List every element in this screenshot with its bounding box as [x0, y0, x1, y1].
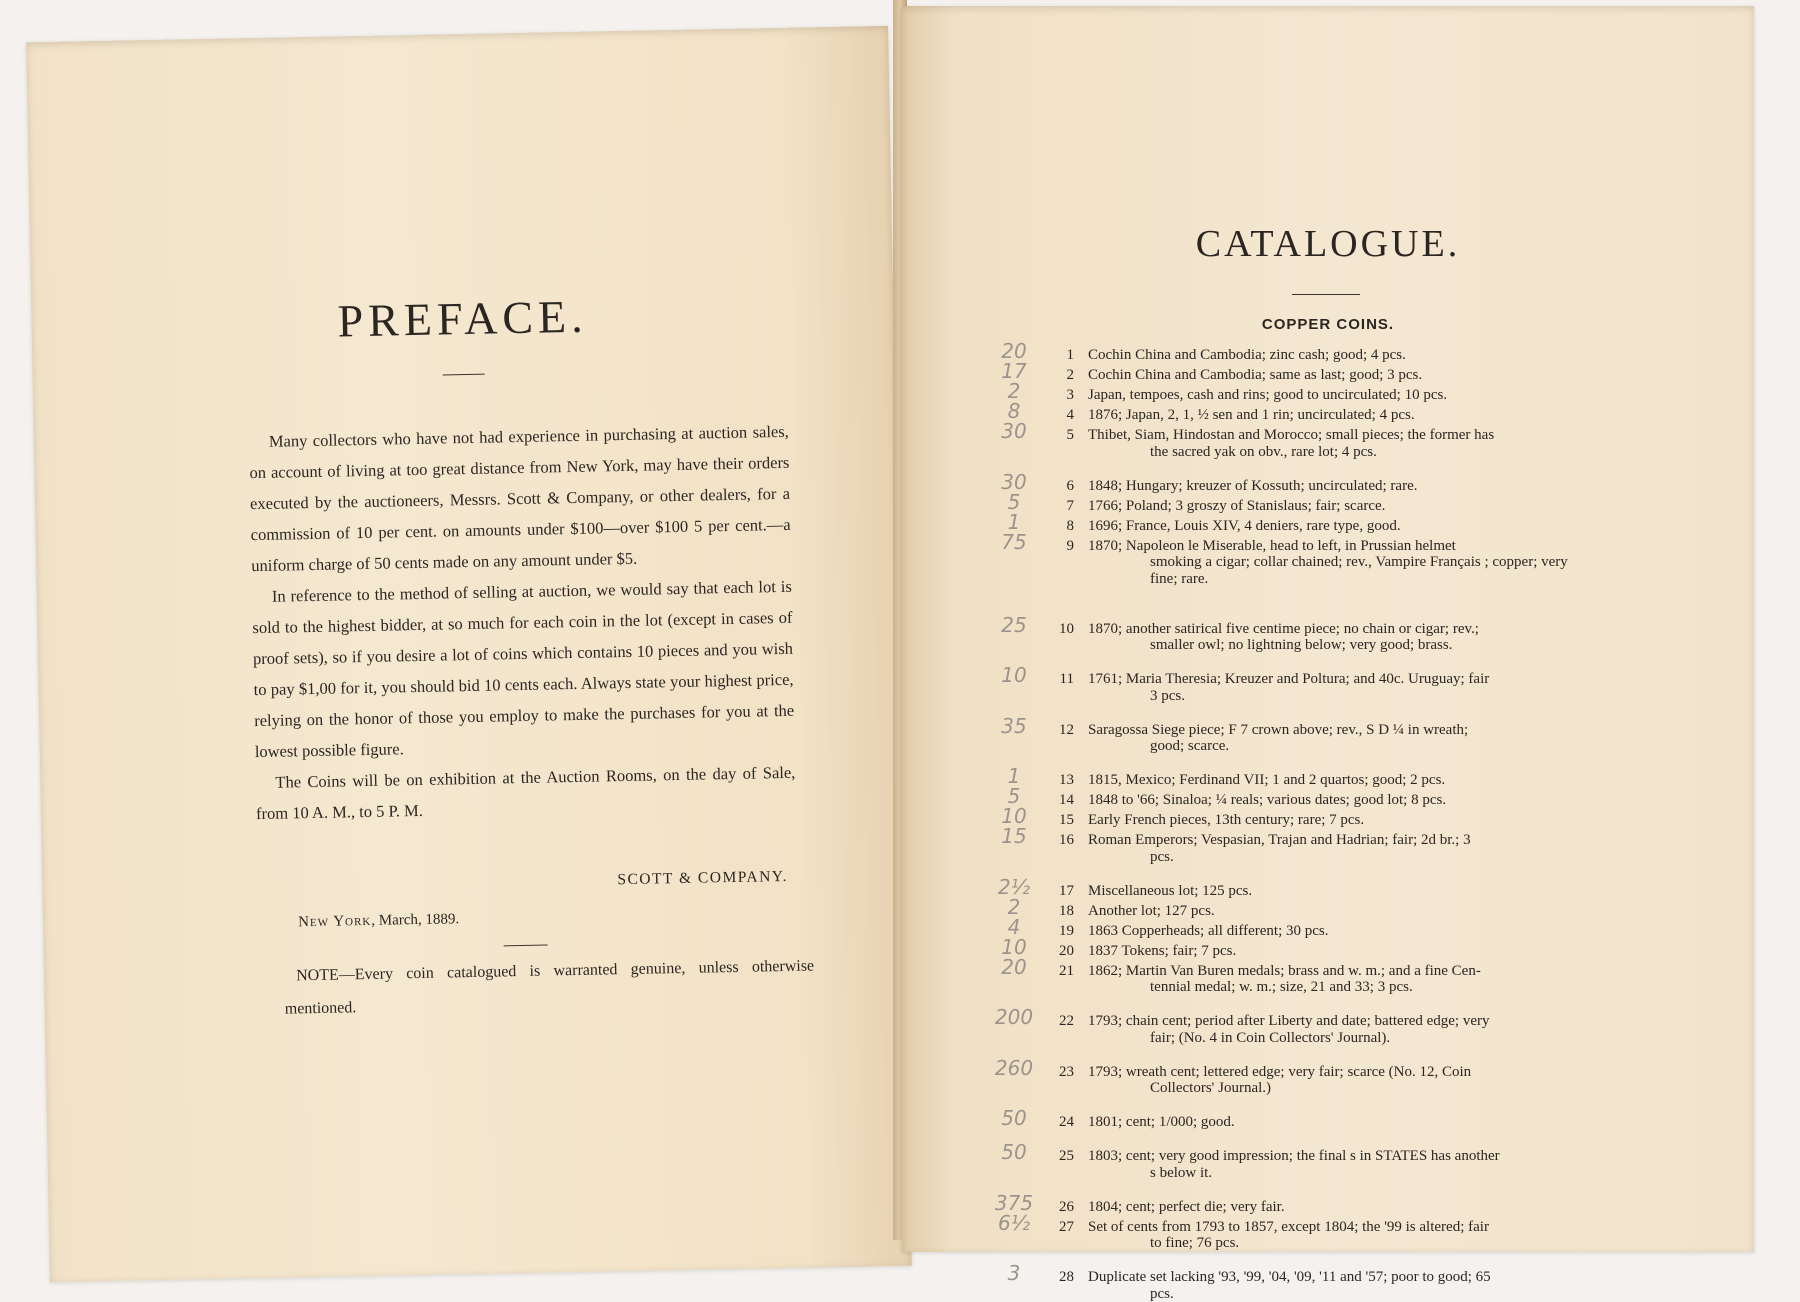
lot-description-line: Another lot; 127 pcs. [1088, 903, 1215, 919]
lot-description-line: 1804; cent; perfect die; very fair. [1088, 1199, 1285, 1215]
lot-row [1000, 1269, 1590, 1302]
lot-description-line: 1876; Japan, 2, 1, ½ sen and 1 rin; uncirculated; 4 pcs. [1088, 407, 1415, 423]
lot-number: 23 [1038, 1064, 1074, 1081]
lot-description [1088, 792, 1590, 809]
catalogue-title: CATALOGUE. [902, 222, 1754, 266]
lot-description-line: 1766; Poland; 3 groszy of Stanislaus; fair; scarce. [1088, 498, 1385, 514]
lot-description [1088, 772, 1590, 789]
preface-date: , March, 1889. [371, 911, 459, 929]
lot-row [1000, 671, 1590, 704]
lot-number: 11 [1038, 671, 1074, 688]
handwritten-price: 15 [994, 828, 1034, 845]
lot-row [1000, 923, 1590, 940]
preface-paragraph: The Coins will be on exhibition at the Auction Rooms, on the day of Sale, from 10 A. M., to 5 P. M. [255, 757, 796, 829]
handwritten-price: 17 [994, 363, 1034, 380]
preface-note [284, 949, 815, 1025]
preface-note-text: NOTE—Every coin catalogued is warranted genuine, unless otherwise mentioned. [284, 949, 815, 1025]
lot-description [1088, 1064, 1590, 1097]
lot-description-continuation: good; scarce. [1088, 738, 1590, 755]
lot-number: 13 [1038, 772, 1074, 789]
lot-description [1088, 1199, 1590, 1216]
lot-row [1000, 903, 1590, 920]
handwritten-price: 25 [994, 617, 1034, 634]
handwritten-price: 20 [994, 959, 1034, 976]
handwritten-price: 1 [994, 768, 1034, 785]
handwritten-price: 8 [994, 403, 1034, 420]
handwritten-price: 5 [994, 494, 1034, 511]
lot-description-line: 1870; Napoleon le Miserable, head to left, in Prussian helmet [1088, 538, 1456, 554]
lot-row [1000, 772, 1590, 789]
lot-row [1000, 387, 1590, 404]
lot-description [1088, 1013, 1590, 1046]
title-rule [443, 374, 485, 376]
lot-row [1000, 812, 1590, 829]
lot-description-line: 1803; cent; very good impression; the final s in STATES has another [1088, 1148, 1500, 1164]
lot-description [1088, 478, 1590, 495]
lot-number: 27 [1038, 1219, 1074, 1236]
lot-description-line: 1848; Hungary; kreuzer of Kossuth; uncirculated; rare. [1088, 478, 1417, 494]
handwritten-price: 2½ [994, 879, 1034, 896]
lot-description-continuation: pcs. [1088, 849, 1590, 866]
lot-description-continuation: tennial medal; w. m.; size, 21 and 33; 3 pcs. [1088, 979, 1590, 996]
lot-row [1000, 407, 1590, 424]
left-page [26, 26, 912, 1282]
lot-description-continuation: s below it. [1088, 1165, 1590, 1182]
handwritten-price: 5 [994, 788, 1034, 805]
handwritten-price: 35 [994, 718, 1034, 735]
handwritten-price: 30 [994, 423, 1034, 440]
lot-row [1000, 832, 1590, 865]
lot-number: 12 [1038, 722, 1074, 739]
lot-number: 9 [1038, 538, 1074, 555]
lot-row [1000, 427, 1590, 460]
lot-number: 19 [1038, 923, 1074, 940]
lot-description-line: 1837 Tokens; fair; 7 pcs. [1088, 943, 1236, 959]
handwritten-price: 10 [994, 808, 1034, 825]
lot-description [1088, 1114, 1590, 1131]
handwritten-price: 2 [994, 899, 1034, 916]
lot-description [1088, 943, 1590, 960]
lot-number: 18 [1038, 903, 1074, 920]
lot-row [1000, 347, 1590, 364]
lot-description [1088, 347, 1590, 364]
lot-description-continuation: smoking a cigar; collar chained; rev., Vampire Français ; copper; very fine; rare. [1088, 554, 1590, 587]
handwritten-price: 1 [994, 514, 1034, 531]
lot-description [1088, 812, 1590, 829]
handwritten-price: 4 [994, 919, 1034, 936]
lot-description [1088, 671, 1590, 704]
lot-row [1000, 883, 1590, 900]
lot-number: 16 [1038, 832, 1074, 849]
lot-description-line: 1815, Mexico; Ferdinand VII; 1 and 2 quartos; good; 2 pcs. [1088, 772, 1445, 788]
section-heading: COPPER COINS. [902, 316, 1754, 333]
lot-description [1088, 1269, 1590, 1302]
lot-row [1000, 518, 1590, 535]
lot-description [1088, 883, 1590, 900]
lot-number: 5 [1038, 427, 1074, 444]
lot-number: 14 [1038, 792, 1074, 809]
lot-description-line: 1801; cent; 1/000; good. [1088, 1114, 1235, 1130]
lot-description-line: 1793; chain cent; period after Liberty and date; battered edge; very [1088, 1013, 1490, 1029]
lot-description [1088, 832, 1590, 865]
lot-row [1000, 1219, 1590, 1252]
lot-row [1000, 1148, 1590, 1181]
lot-description-line: 1793; wreath cent; lettered edge; very fair; scarce (No. 12, Coin [1088, 1064, 1471, 1080]
lot-row [1000, 1114, 1590, 1131]
handwritten-price: 10 [994, 939, 1034, 956]
lot-description-line: 1863 Copperheads; all different; 30 pcs. [1088, 923, 1329, 939]
catalogue-rule [1292, 294, 1360, 295]
preface-dateline [298, 911, 459, 931]
preface-paragraph: In reference to the method of selling at auction, we would say that each lot is sold to the highest bidder, at so much for each coin in the lot (except in cases of proof sets), so if you desire a lot of coins which contains 10 pieces and you wish to pay $1,00 for it, you should bid 10 cents each. Always state your highest price, relying on the honor of those you employ to make the purchases for you at the lowest possible figure. [252, 571, 795, 767]
handwritten-price: 75 [994, 534, 1034, 551]
lot-description-line: Thibet, Siam, Hindostan and Morocco; small pieces; the former has [1088, 427, 1494, 443]
lot-number: 22 [1038, 1013, 1074, 1030]
lot-description-line: Early French pieces, 13th century; rare; 7 pcs. [1088, 812, 1364, 828]
lot-description [1088, 903, 1590, 920]
lot-description [1088, 923, 1590, 940]
handwritten-price: 375 [994, 1195, 1034, 1212]
lot-description [1088, 518, 1590, 535]
lot-number: 25 [1038, 1148, 1074, 1165]
lot-description-line: 1696; France, Louis XIV, 4 deniers, rare type, good. [1088, 518, 1401, 534]
lot-row [1000, 621, 1590, 654]
lot-description-line: Japan, tempoes, cash and rins; good to uncirculated; 10 pcs. [1088, 387, 1447, 403]
lot-description [1088, 498, 1590, 515]
lot-description [1088, 387, 1590, 404]
lot-description-continuation: the sacred yak on obv., rare lot; 4 pcs. [1088, 444, 1590, 461]
lot-number: 6 [1038, 478, 1074, 495]
lot-number: 26 [1038, 1199, 1074, 1216]
lot-description [1088, 427, 1590, 460]
handwritten-price: 50 [994, 1110, 1034, 1127]
lot-description [1088, 963, 1590, 996]
lot-row [1000, 792, 1590, 809]
handwritten-price: 260 [994, 1060, 1034, 1077]
lot-description [1088, 1148, 1590, 1181]
handwritten-price: 200 [994, 1009, 1034, 1026]
preface-title: PREFACE. [31, 284, 894, 354]
lot-description-continuation: smaller owl; no lightning below; very good; brass. [1088, 637, 1590, 654]
handwritten-price: 10 [994, 667, 1034, 684]
lot-row [1000, 1013, 1590, 1046]
handwritten-price: 2 [994, 383, 1034, 400]
lot-number: 7 [1038, 498, 1074, 515]
handwritten-price: 3 [994, 1265, 1034, 1282]
lot-number: 3 [1038, 387, 1074, 404]
lot-description-continuation: 3 pcs. [1088, 688, 1590, 705]
lot-description [1088, 367, 1590, 384]
lot-description-line: Roman Emperors; Vespasian, Trajan and Hadrian; fair; 2d br.; 3 [1088, 832, 1471, 848]
lot-description [1088, 407, 1590, 424]
lot-list [1000, 347, 1590, 1302]
handwritten-price: 20 [994, 343, 1034, 360]
lot-row [1000, 1199, 1590, 1216]
lot-description-line: Saragossa Siege piece; F 7 crown above; rev., S D ¼ in wreath; [1088, 722, 1468, 738]
lot-number: 4 [1038, 407, 1074, 424]
lot-row [1000, 1064, 1590, 1097]
handwritten-price: 6½ [994, 1215, 1034, 1232]
lot-description-line: Cochin China and Cambodia; same as last; good; 3 pcs. [1088, 367, 1422, 383]
preface-body [249, 416, 797, 829]
lot-description [1088, 621, 1590, 654]
lot-description-line: 1862; Martin Van Buren medals; brass and w. m.; and a fine Cen- [1088, 963, 1481, 979]
lot-row [1000, 478, 1590, 495]
note-rule [504, 945, 548, 947]
lot-description-continuation: Collectors' Journal.) [1088, 1080, 1590, 1097]
lot-description-line: Duplicate set lacking '93, '99, '04, '09, '11 and '57; poor to good; 65 [1088, 1269, 1491, 1285]
lot-number: 21 [1038, 963, 1074, 980]
lot-number: 15 [1038, 812, 1074, 829]
lot-row [1000, 498, 1590, 515]
lot-description [1088, 722, 1590, 755]
lot-number: 1 [1038, 347, 1074, 364]
lot-row [1000, 722, 1590, 755]
lot-description-line: Cochin China and Cambodia; zinc cash; good; 4 pcs. [1088, 347, 1406, 363]
lot-description [1088, 1219, 1590, 1252]
lot-description-line: 1870; another satirical five centime piece; no chain or cigar; rev.; [1088, 621, 1479, 637]
lot-description-continuation: fair; (No. 4 in Coin Collectors' Journal). [1088, 1030, 1590, 1047]
lot-number: 28 [1038, 1269, 1074, 1286]
lot-number: 24 [1038, 1114, 1074, 1131]
lot-description-continuation: to fine; 76 pcs. [1088, 1235, 1590, 1252]
lot-row [1000, 367, 1590, 384]
handwritten-price: 30 [994, 474, 1034, 491]
lot-description-line: Miscellaneous lot; 125 pcs. [1088, 883, 1252, 899]
lot-number: 17 [1038, 883, 1074, 900]
preface-paragraph: Many collectors who have not had experience in purchasing at auction sales, on account of living at too great distance from New York, may have their orders executed by the auctioneers, Messrs. Scott & Company, or other dealers, for a commission of 10 per cent. on amounts under $100—over $100 5 per cent.—a uniform charge of 50 cents made on any amount under $5. [249, 416, 792, 581]
handwritten-price: 50 [994, 1144, 1034, 1161]
preface-signature: SCOTT & COMPANY. [617, 868, 788, 889]
lot-number: 2 [1038, 367, 1074, 384]
lot-description-continuation: pcs. [1088, 1286, 1590, 1302]
lot-number: 8 [1038, 518, 1074, 535]
lot-description-line: 1848 to '66; Sinaloa; ¼ reals; various dates; good lot; 8 pcs. [1088, 792, 1446, 808]
lot-row [1000, 943, 1590, 960]
lot-description [1088, 538, 1590, 588]
preface-place: New York [298, 913, 371, 930]
lot-row [1000, 963, 1590, 996]
lot-description-line: Set of cents from 1793 to 1857, except 1804; the '99 is altered; fair [1088, 1219, 1489, 1235]
lot-number: 20 [1038, 943, 1074, 960]
lot-number: 10 [1038, 621, 1074, 638]
lot-description-line: 1761; Maria Theresia; Kreuzer and Poltura; and 40c. Uruguay; fair [1088, 671, 1489, 687]
lot-row [1000, 538, 1590, 588]
